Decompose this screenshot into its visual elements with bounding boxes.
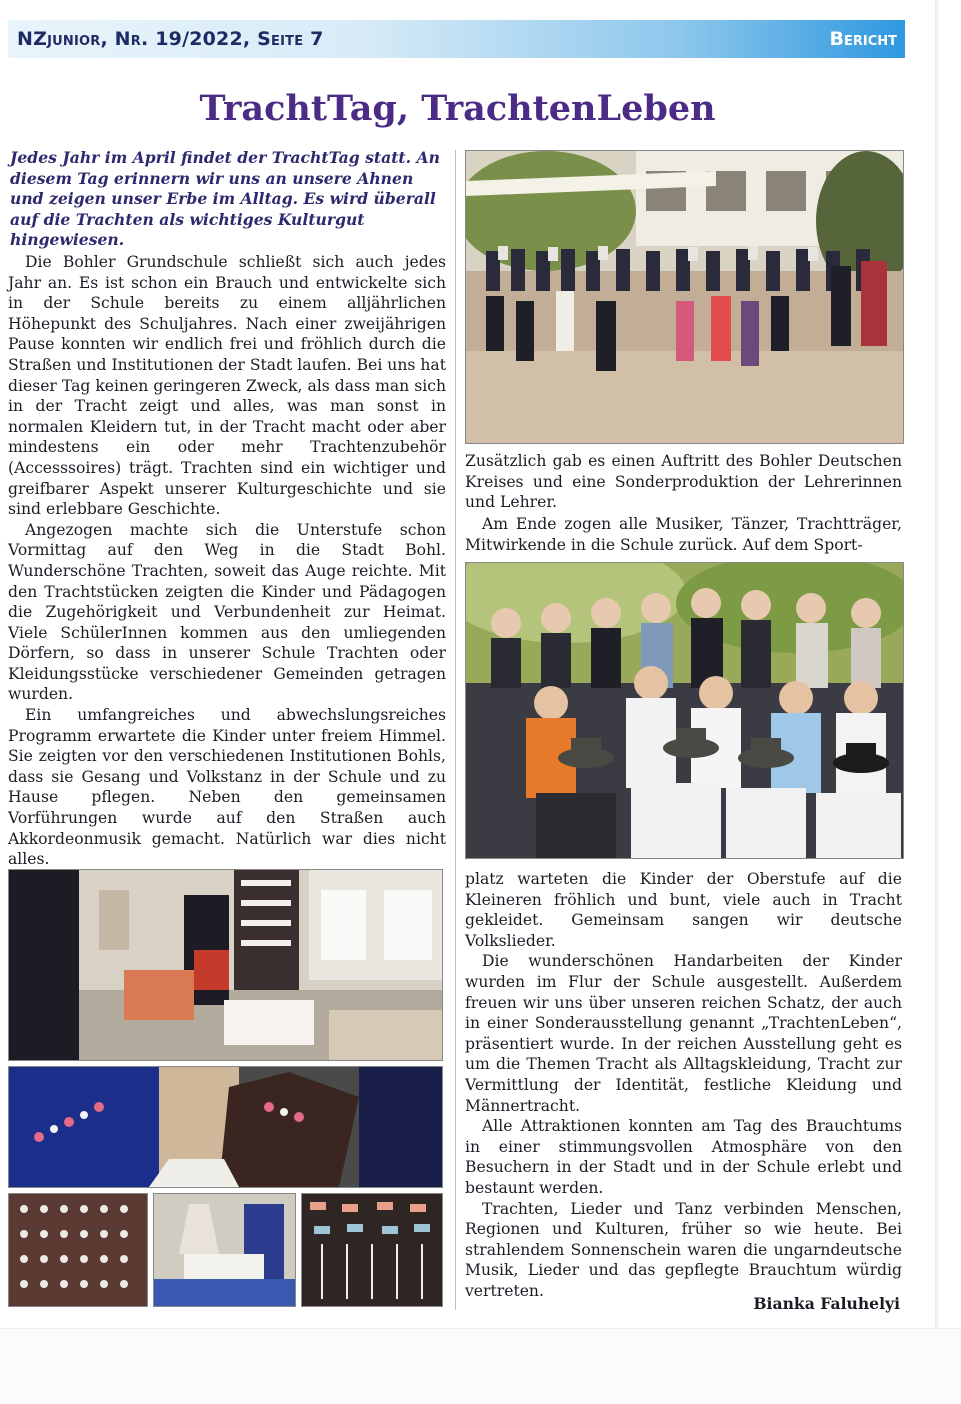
doll-photo	[153, 1193, 296, 1307]
lace-photo	[301, 1193, 443, 1307]
paragraph: Die wunderschönen Handarbeiten der Kinder wurden im Flur der Schule ausgestellt. Außerdem freuen wir uns über unseren reichen Schatz, der auch in einer Sonderausstellung genannt „TrachtenLeben“, präsentiert wurde. In der reichen Ausstellung geht es um die Themen Tracht als Alltagskleidung, Tracht zur Vermittlung der Identität, festliche Kleidung und Männertracht.	[465, 952, 902, 1115]
issue-label: NZjunior, Nr. 19/2022, Seite 7	[17, 28, 324, 50]
paragraph: Trachten, Lieder und Tanz verbinden Menschen, Regionen und Kulturen, früher so wie heute. Bei strahlendem Sonnenschein waren die ungarndeutsche Musik, Lieder und das gepflegte Brauchtum würdig vertreten.	[465, 1199, 902, 1300]
paragraph: Die Bohler Grundschule schließt sich auch jedes Jahr an. Es ist schon ein Brauch und entwickelte sich in der Schule bereits zu einem alljährlichen Höhepunkt des Schuljahres. Nach einer zweijährigen Pause konnten wir endlich frei und fröhlich durch die Straßen und Institutionen der Stadt laufen. Bei uns hat dieser Tag keinen geringeren Zweck, als dass man sich in der Tracht zeigt und alles, was man sonst in normalen Kleidern tut, in der Tracht macht oder aber mindestens ein oder mehr Trachtenzubehör (Accesssoires) trägt. Trachten sind ein wichtiger und greifbarer Aspekt unserer Kulturgeschichte und sie sind erlebbare Geschichte.	[8, 253, 446, 519]
section-label: Bericht	[829, 28, 897, 50]
photo-caption	[465, 451, 902, 513]
lace-photo-scene	[302, 1194, 442, 1306]
doll-photo-scene	[154, 1194, 295, 1306]
page-header-bar	[8, 20, 905, 58]
buttons-photo-scene	[9, 1194, 147, 1306]
right-column-top	[465, 514, 902, 555]
singing-photo-scene	[466, 563, 903, 858]
page-margin	[0, 1328, 961, 1404]
dance-photo	[465, 150, 904, 444]
article-title: TrachtTag, TrachtenLeben	[199, 88, 716, 129]
buttons-photo	[8, 1193, 148, 1307]
dance-photo-scene	[466, 151, 903, 443]
paragraph: Alle Attraktionen konnten am Tag des Brauchtums in einer stimmungsvollen Atmosphäre von den Besuchern in der Stadt und in der Schule erlebt und bestaunt werden.	[465, 1117, 902, 1197]
paragraph: Angezogen machte sich die Unterstufe schon Vormittag auf den Weg in die Stadt Bohl. Wunderschöne Trachten, soweit das Auge reichte. Mit den Trachtstücken zeigten die Kinder und Pädagogen die Zugehörigkeit und Verbundenheit zur Heimat. Viele SchülerInnen kommen aus den umliegenden Dörfern, so dass in unserer Schule Trachten oder Kleidungsstücke verschiedener Gemeinden getragen wurden.	[8, 520, 446, 704]
paragraph: Am Ende zogen alle Musiker, Tänzer, Trachtträger, Mitwirkende in die Schule zurück. Auf dem Sport-	[465, 515, 902, 554]
right-column	[465, 869, 902, 1301]
column-divider	[455, 150, 456, 1310]
embroidery-photo	[8, 1066, 443, 1188]
author-name: Bianka Faluhelyi	[753, 1294, 900, 1313]
article-lead: Jedes Jahr im April findet der TrachtTag statt. An diesem Tag erinnern wir uns an unsere Ahnen und zeigen unser Erbe im Alltag. Es wird überall auf die Trachten als wichtiges Kulturgut hingewiesen.	[10, 148, 440, 250]
paragraph: Ein umfangreiches und abwechslungsreiches Programm erwartete die Kinder unter freiem Himmel. Sie zeigten vor den verschiedenen Institutionen Bohls, dass sie Gesang und Volkstanz in der Schule und zu Hause pflegen. Neben den gemeinsamen Vorführungen wurde auf den Straßen auch Akkordeonmusik gemacht. Natürlich war dies nicht alles.	[8, 706, 446, 869]
exhibition-photo	[8, 869, 443, 1061]
paragraph: platz warteten die Kinder der Oberstufe auf die Kleineren fröhlich und bunt, viele auch in Tracht gekleidet. Gemeinsam sangen wir deutsche Volkslieder.	[465, 870, 902, 950]
left-column	[8, 252, 446, 870]
page-edge	[935, 0, 939, 1330]
caption-text: Zusätzlich gab es einen Auftritt des Bohler Deutschen Kreises und eine Sonderproduktion der Lehrerinnen und Lehrer.	[465, 452, 902, 512]
singing-photo	[465, 562, 904, 859]
exhibition-photo-scene	[9, 870, 442, 1060]
embroidery-photo-scene	[9, 1067, 442, 1187]
